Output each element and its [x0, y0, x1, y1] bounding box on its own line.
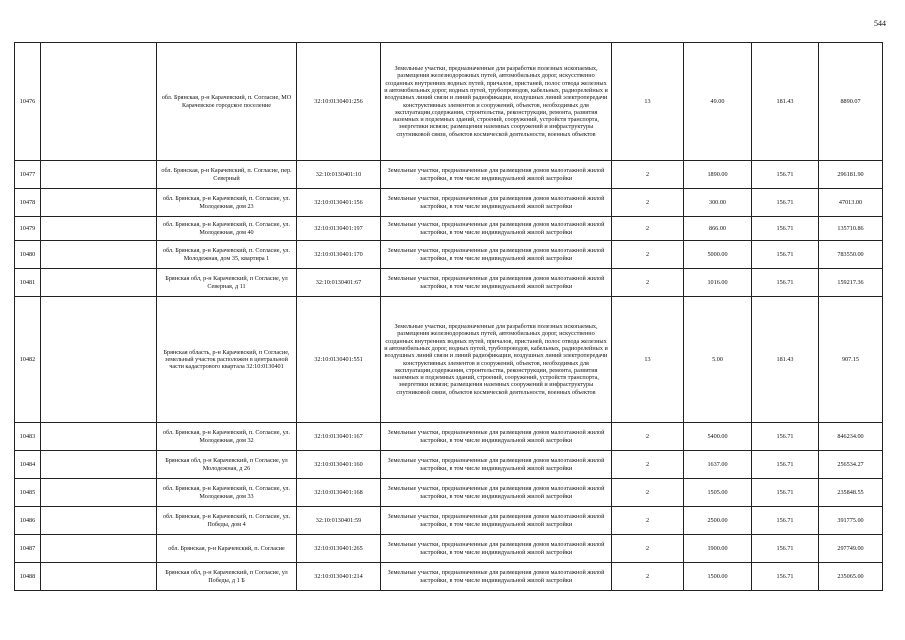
blank-cell	[41, 479, 157, 507]
table-row	[15, 43, 883, 161]
row-number-cell: 10476	[15, 43, 41, 161]
table-row	[15, 161, 883, 189]
row-number-cell: 10479	[15, 217, 41, 241]
row-number-cell: 10483	[15, 423, 41, 451]
blank-cell	[41, 217, 157, 241]
table-row	[15, 297, 883, 423]
area-cell: 1890.00	[684, 161, 752, 189]
address-cell: Брянская обл, р-н Карачевский, п Согласие, ул Победы, д 1 Б	[157, 563, 297, 591]
address-cell: Брянская обл, р-н Карачевский, п Согласие, ул Северная, д 11	[157, 269, 297, 297]
blank-cell	[41, 43, 157, 161]
page-number: 544	[874, 19, 886, 28]
row-number-cell: 10488	[15, 563, 41, 591]
table-row	[15, 479, 883, 507]
land-use-cell: Земельные участки, предназначенные для размещения домов малоэтажной жилой застройки, в том числе индивидуальной жилой застройки	[381, 507, 612, 535]
cadastral-number-cell: 32:10:0130401:67	[297, 269, 381, 297]
area-cell: 866.00	[684, 217, 752, 241]
rate-cell: 156.71	[752, 189, 819, 217]
cadastral-number-cell: 32:10:0130401:265	[297, 535, 381, 563]
use-code-cell: 2	[612, 451, 684, 479]
use-code-cell: 2	[612, 507, 684, 535]
rate-cell: 156.71	[752, 269, 819, 297]
table-row	[15, 241, 883, 269]
cadastral-number-cell: 32:10:0130401:160	[297, 451, 381, 479]
row-number-cell: 10478	[15, 189, 41, 217]
land-use-cell: Земельные участки, предназначенные для размещения домов малоэтажной жилой застройки, в том числе индивидуальной жилой застройки	[381, 269, 612, 297]
row-number-cell: 10484	[15, 451, 41, 479]
cadastral-cost-cell: 159217.36	[819, 269, 883, 297]
blank-cell	[41, 269, 157, 297]
cadastral-number-cell: 32:10:0130401:214	[297, 563, 381, 591]
address-cell: обл. Брянская, р-н Карачевский, п. Согласие, ул. Молодежная, дом 32	[157, 423, 297, 451]
blank-cell	[41, 297, 157, 423]
address-cell: обл. Брянская, р-н Карачевский, п. Согласие, ул. Победы, дом 4	[157, 507, 297, 535]
use-code-cell: 2	[612, 563, 684, 591]
rate-cell: 156.71	[752, 217, 819, 241]
use-code-cell: 13	[612, 297, 684, 423]
area-cell: 1637.00	[684, 451, 752, 479]
cadastral-number-cell: 32:10:0130401:551	[297, 297, 381, 423]
land-use-cell: Земельные участки, предназначенные для размещения домов малоэтажной жилой застройки, в том числе индивидуальной жилой застройки	[381, 563, 612, 591]
cadastral-number-cell: 32:10:0130401:170	[297, 241, 381, 269]
blank-cell	[41, 507, 157, 535]
cadastral-cost-cell: 8890.07	[819, 43, 883, 161]
area-cell: 5.00	[684, 297, 752, 423]
cadastral-cost-cell: 391775.00	[819, 507, 883, 535]
area-cell: 49.00	[684, 43, 752, 161]
area-cell: 1505.00	[684, 479, 752, 507]
table-row	[15, 507, 883, 535]
address-cell: обл. Брянская, р-н Карачевский, п. Согласие, пер. Северный	[157, 161, 297, 189]
row-number-cell: 10487	[15, 535, 41, 563]
row-number-cell: 10485	[15, 479, 41, 507]
cadastral-cost-cell: 297749.00	[819, 535, 883, 563]
land-use-cell: Земельные участки, предназначенные для размещения домов малоэтажной жилой застройки, в том числе индивидуальной жилой застройки	[381, 423, 612, 451]
cadastral-cost-cell: 256534.27	[819, 451, 883, 479]
cadastral-number-cell: 32:10:0130401:10	[297, 161, 381, 189]
use-code-cell: 2	[612, 423, 684, 451]
blank-cell	[41, 423, 157, 451]
area-cell: 300.00	[684, 189, 752, 217]
area-cell: 5400.00	[684, 423, 752, 451]
land-use-cell: Земельные участки, предназначенные для разработки полезных ископаемых, размещения железнодорожных путей, автомобильных дорог, искусственно созданных внутренних водных путей, причалов, пристаней, полос отвода железных и автомобильных дорог, водных путей, трубопроводов, кабельных, радиорелейных и воздушных линий связи и линий радиофикации, воздушных линий электропередачи конструктивных элементов и сооружений, объектов, необходимых для эксплуатации,содержания, строительства, реконструкции, ремонта, развития наземных и подземных зданий, строений, сооружений, устройств транспорта, энергетики исвязи; размещения наземных сооружений и инфраструктуры спутниковой связи, объектов космической деятельности, военных объектов	[381, 297, 612, 423]
rate-cell: 156.71	[752, 451, 819, 479]
blank-cell	[41, 241, 157, 269]
address-cell: обл. Брянская, р-н Карачевский, п. Согласие, ул. Молодежная, дом 40	[157, 217, 297, 241]
rate-cell: 156.71	[752, 479, 819, 507]
address-cell: обл. Брянская, р-н Карачевский, п. Согласие, ул. Молодежная, дом 33	[157, 479, 297, 507]
area-cell: 1900.00	[684, 535, 752, 563]
blank-cell	[41, 189, 157, 217]
rate-cell: 181.43	[752, 297, 819, 423]
rate-cell: 156.71	[752, 507, 819, 535]
cadastral-number-cell: 32:10:0130401:256	[297, 43, 381, 161]
row-number-cell: 10482	[15, 297, 41, 423]
cadastral-cost-cell: 235065.00	[819, 563, 883, 591]
blank-cell	[41, 535, 157, 563]
address-cell: Брянская обл, р-н Карачевский, п Согласие, ул Молодежная, д 26	[157, 451, 297, 479]
table-row	[15, 217, 883, 241]
table-row	[15, 189, 883, 217]
cadastral-number-cell: 32:10:0130401:156	[297, 189, 381, 217]
address-cell: обл. Брянская, р-н Карачевский, п. Согласие	[157, 535, 297, 563]
cadastral-number-cell: 32:10:0130401:197	[297, 217, 381, 241]
cadastral-cost-cell: 47013.00	[819, 189, 883, 217]
rate-cell: 156.71	[752, 241, 819, 269]
table-row	[15, 423, 883, 451]
land-use-cell: Земельные участки, предназначенные для разработки полезных ископаемых, размещения железнодорожных путей, автомобильных дорог, искусственно созданных внутренних водных путей, причалов, пристаней, полос отвода железных и автомобильных дорог, водных путей, трубопроводов, кабельных, радиорелейных и воздушных линий связи и линий радиофикации, воздушных линий электропередачи конструктивных элементов и сооружений, объектов, необходимых для эксплуатации,содержания, строительства, реконструкции, ремонта, развития наземных и подземных зданий, строений, сооружений, устройств транспорта, энергетики исвязи; размещения наземных сооружений и инфраструктуры спутниковой связи, объектов космической деятельности, военных объектов	[381, 43, 612, 161]
use-code-cell: 2	[612, 269, 684, 297]
cadastral-cost-cell: 846234.00	[819, 423, 883, 451]
rate-cell: 156.71	[752, 563, 819, 591]
land-use-cell: Земельные участки, предназначенные для размещения домов малоэтажной жилой застройки, в том числе индивидуальной жилой застройки	[381, 535, 612, 563]
land-use-cell: Земельные участки, предназначенные для размещения домов малоэтажной жилой застройки, в том числе индивидуальной жилой застройки	[381, 241, 612, 269]
address-cell: обл. Брянская, р-н Карачевский, п. Согласие, ул. Молодежная, дом 35, квартира 1	[157, 241, 297, 269]
address-cell: обл. Брянская, р-н Карачевский, п. Согласие, ул. Молодежная, дом 23	[157, 189, 297, 217]
cadastral-cost-cell: 296181.90	[819, 161, 883, 189]
land-use-cell: Земельные участки, предназначенные для размещения домов малоэтажной жилой застройки, в том числе индивидуальной жилой застройки	[381, 161, 612, 189]
rate-cell: 156.71	[752, 535, 819, 563]
use-code-cell: 2	[612, 479, 684, 507]
cadastral-cost-cell: 235848.55	[819, 479, 883, 507]
row-number-cell: 10481	[15, 269, 41, 297]
row-number-cell: 10477	[15, 161, 41, 189]
rate-cell: 156.71	[752, 423, 819, 451]
blank-cell	[41, 451, 157, 479]
blank-cell	[41, 161, 157, 189]
table-body	[15, 43, 883, 591]
rate-cell: 156.71	[752, 161, 819, 189]
land-use-cell: Земельные участки, предназначенные для размещения домов малоэтажной жилой застройки, в том числе индивидуальной жилой застройки	[381, 189, 612, 217]
land-use-cell: Земельные участки, предназначенные для размещения домов малоэтажной жилой застройки, в том числе индивидуальной жилой застройки	[381, 479, 612, 507]
cadastral-number-cell: 32:10:0130401:59	[297, 507, 381, 535]
area-cell: 2500.00	[684, 507, 752, 535]
address-cell: обл. Брянская, р-н Карачевский, п. Согласие, МО Карачевское городское поселение	[157, 43, 297, 161]
address-cell: Брянская область, р-н Карачевский, п Согласие, земельный участок расположен в центральной части кадастрового квартала 32:10:0130401	[157, 297, 297, 423]
use-code-cell: 2	[612, 161, 684, 189]
cadastral-cost-cell: 135710.86	[819, 217, 883, 241]
use-code-cell: 2	[612, 217, 684, 241]
use-code-cell: 13	[612, 43, 684, 161]
use-code-cell: 2	[612, 241, 684, 269]
area-cell: 1500.00	[684, 563, 752, 591]
table-row	[15, 563, 883, 591]
row-number-cell: 10480	[15, 241, 41, 269]
cadastral-number-cell: 32:10:0130401:168	[297, 479, 381, 507]
land-use-cell: Земельные участки, предназначенные для размещения домов малоэтажной жилой застройки, в том числе индивидуальной жилой застройки	[381, 217, 612, 241]
table-row	[15, 535, 883, 563]
use-code-cell: 2	[612, 189, 684, 217]
rate-cell: 181.43	[752, 43, 819, 161]
cadastral-value-table	[14, 42, 883, 591]
cadastral-cost-cell: 907.15	[819, 297, 883, 423]
area-cell: 5000.00	[684, 241, 752, 269]
table-row	[15, 269, 883, 297]
cadastral-number-cell: 32:10:0130401:167	[297, 423, 381, 451]
blank-cell	[41, 563, 157, 591]
use-code-cell: 2	[612, 535, 684, 563]
row-number-cell: 10486	[15, 507, 41, 535]
area-cell: 1016.00	[684, 269, 752, 297]
land-use-cell: Земельные участки, предназначенные для размещения домов малоэтажной жилой застройки, в том числе индивидуальной жилой застройки	[381, 451, 612, 479]
table-row	[15, 451, 883, 479]
cadastral-cost-cell: 783550.00	[819, 241, 883, 269]
